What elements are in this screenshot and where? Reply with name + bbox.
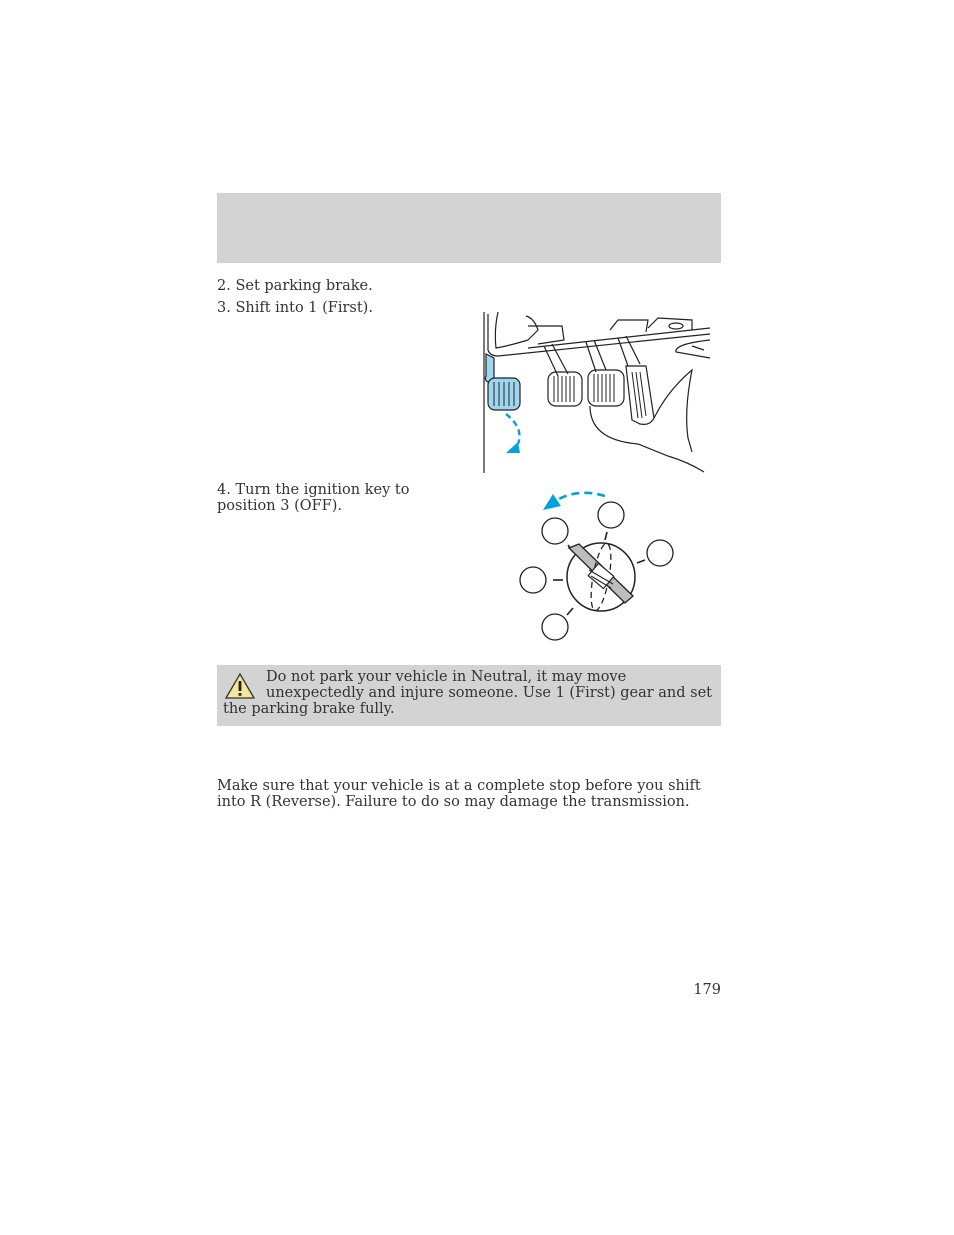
position-circle-2 — [598, 502, 624, 528]
ignition-switch-illustration — [515, 490, 680, 645]
position-circle-5 — [542, 614, 568, 640]
position-circle-1 — [542, 518, 568, 544]
rotation-arrow-icon — [543, 493, 605, 510]
warning-text: Do not park your vehicle in Neutral, it may move unexpectedly and injure someone. Use 1 (First) gear and set the parking brake fully. — [223, 669, 713, 717]
press-direction-arrow-icon — [506, 414, 520, 453]
position-circle-4 — [520, 567, 546, 593]
step-2-text: 2. Set parking brake. — [217, 278, 373, 294]
position-circle-3 — [647, 540, 673, 566]
section-header-band — [217, 193, 721, 263]
step-4-text: 4. Turn the ignition key to position 3 (OFF). — [217, 482, 410, 514]
parking-brake-pedal — [485, 354, 520, 410]
ignition-lock-cylinder — [567, 542, 635, 612]
page-number: 179 — [693, 982, 721, 998]
warning-box — [217, 665, 721, 726]
step-3-text: 3. Shift into 1 (First). — [217, 300, 373, 316]
transmission-caution-text: Make sure that your vehicle is at a complete stop before you shift into R (Reverse). Failure to do so may damage the transmission. — [217, 778, 701, 810]
parking-brake-pedal-illustration — [478, 310, 713, 475]
